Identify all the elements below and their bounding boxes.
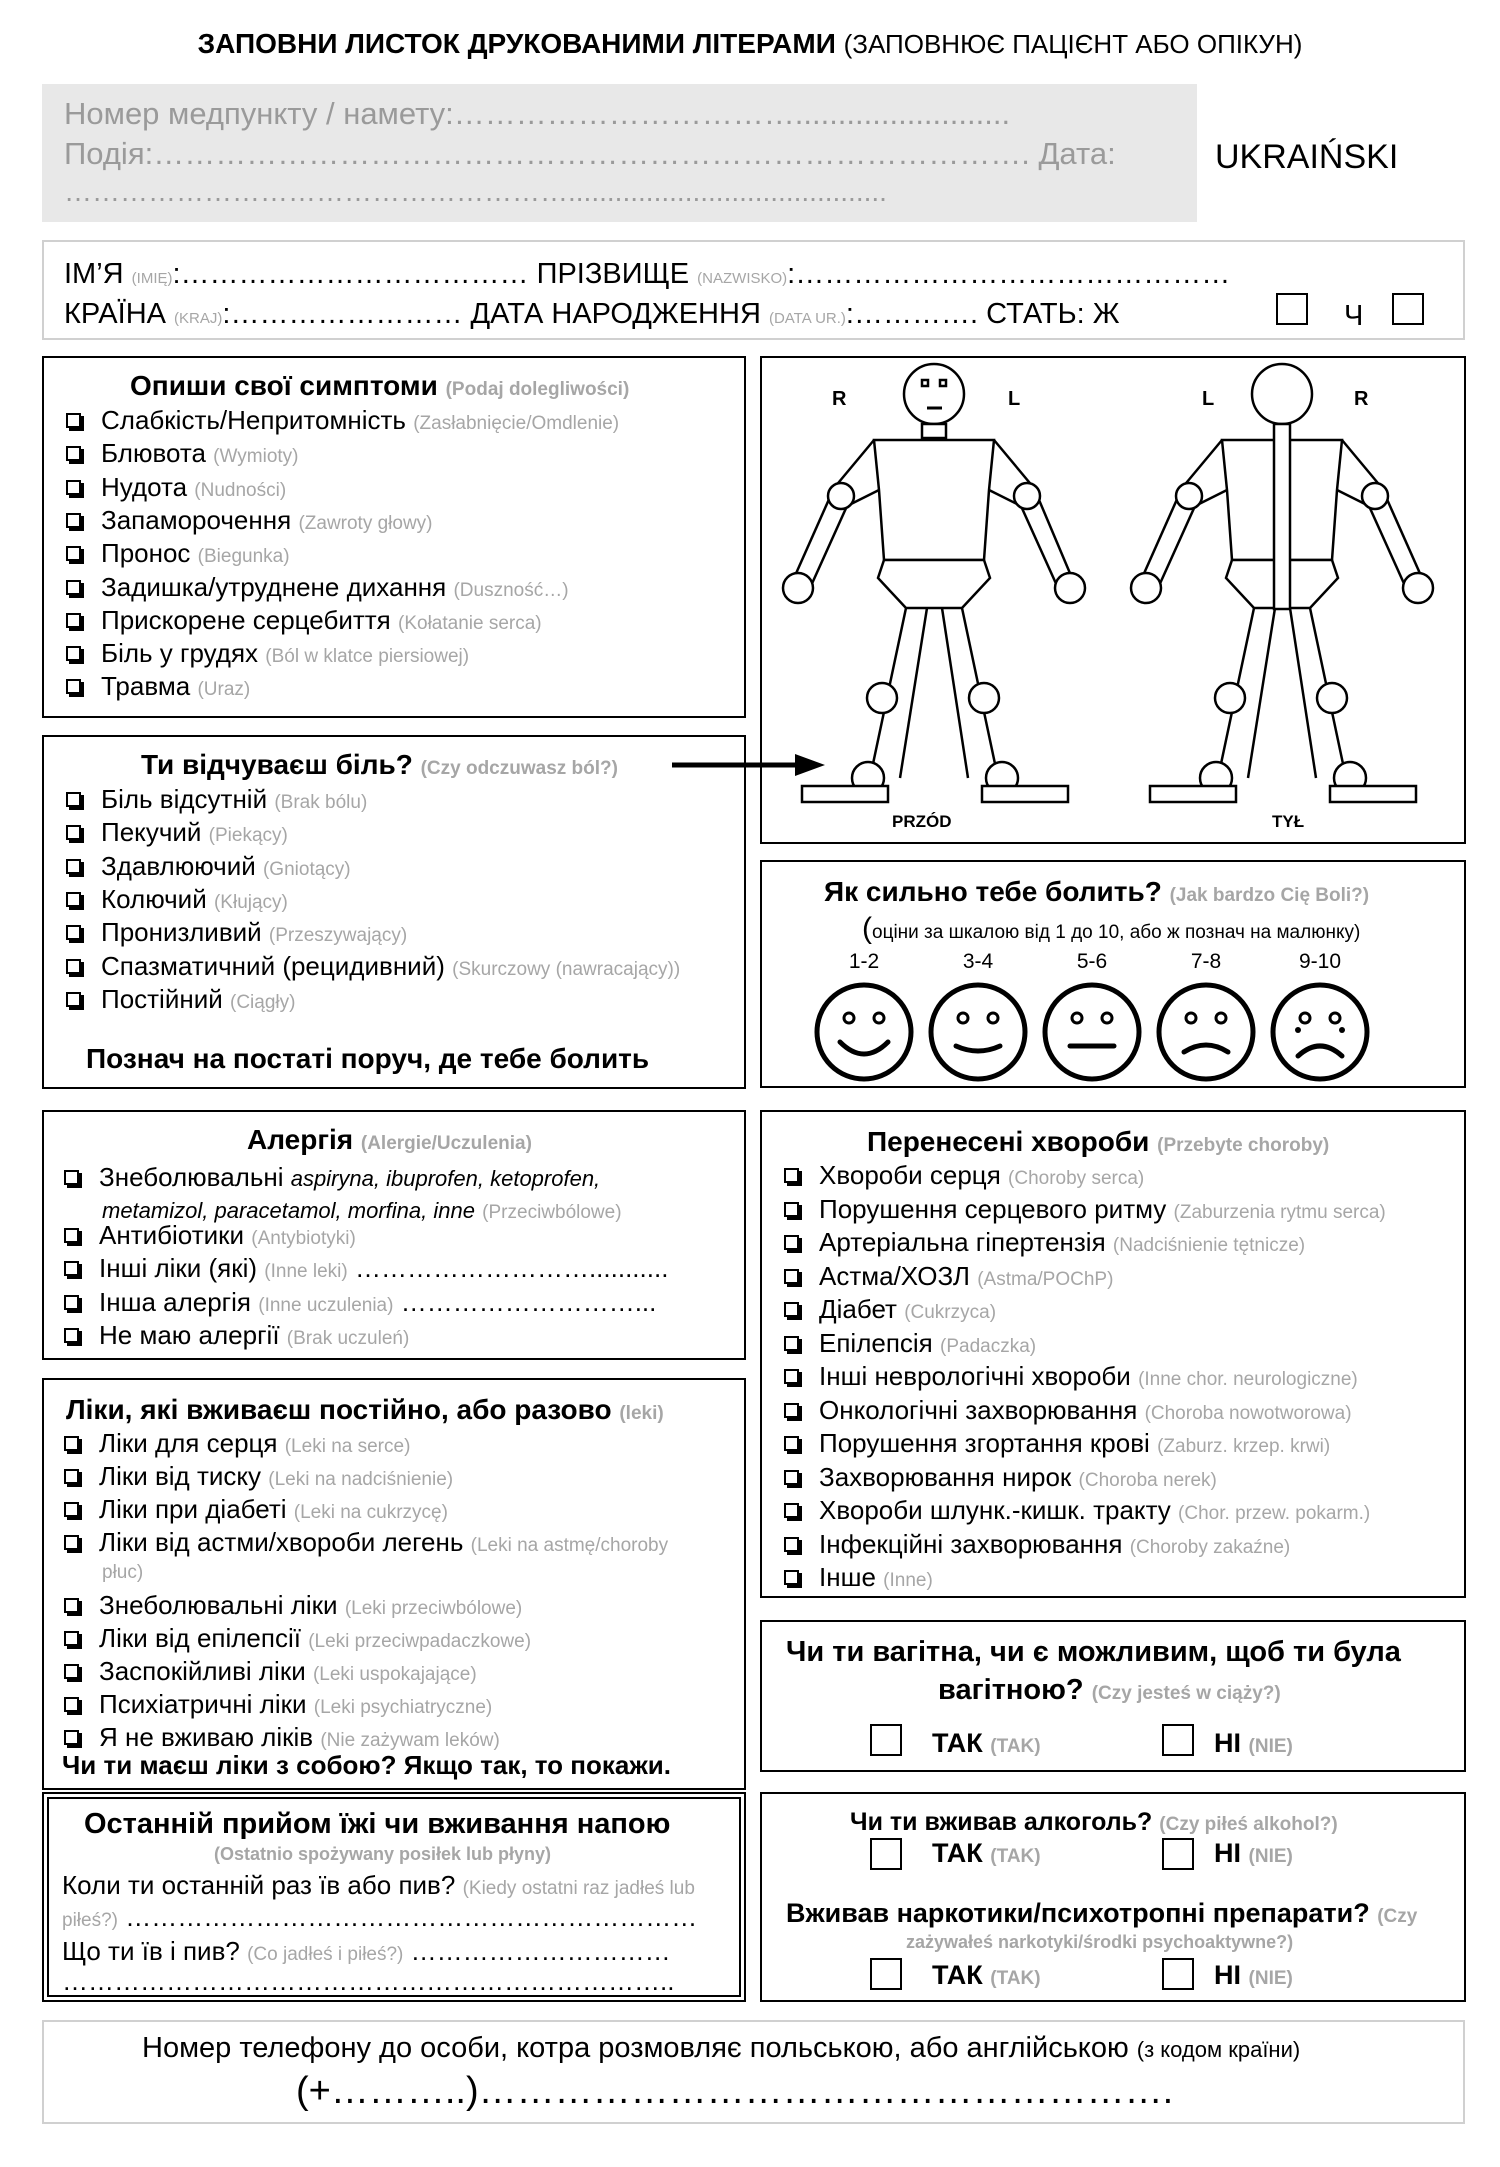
allergy-dots[interactable]: ………………………........... — [354, 1253, 669, 1284]
disease-label-pl: (Choroby serca) — [1008, 1168, 1145, 1189]
med-label: Знеболювальні ліки — [99, 1590, 338, 1620]
phone-field[interactable]: (+………..)………………………………………………. — [296, 2070, 1174, 2112]
pain-level-label: 9-10 — [1298, 950, 1342, 973]
front-view-label: PRZÓD — [892, 812, 952, 831]
symptom-label-pl: (Nudności) — [194, 479, 287, 501]
checkbox-icon[interactable] — [66, 892, 81, 907]
symptom-item[interactable] — [66, 438, 299, 469]
back-right-label: R — [1354, 388, 1369, 410]
checkbox-icon[interactable] — [784, 1403, 799, 1418]
allergy-label-pl: (Brak uczuleń) — [286, 1327, 410, 1349]
checkbox-icon[interactable] — [66, 513, 81, 528]
body-figures[interactable] — [762, 358, 1464, 842]
disease-label: Артеріальна гіпертензія — [819, 1227, 1106, 1257]
checkbox-icon[interactable] — [784, 1369, 799, 1384]
sex-male-checkbox[interactable] — [1392, 293, 1424, 325]
disease-item[interactable] — [784, 1428, 1330, 1459]
pain-mark-instruction: Познач на постаті поруч, де тебе болить — [86, 1043, 650, 1074]
checkbox-icon[interactable] — [64, 1436, 79, 1451]
disease-label-pl: (Padaczka) — [940, 1335, 1037, 1357]
checkbox-icon[interactable] — [64, 1228, 79, 1243]
disease-label-pl: (Inne) — [883, 1570, 933, 1591]
disease-label-pl: (Inne chor. neurologiczne) — [1138, 1369, 1358, 1390]
drugs-question-pl: zażywałeś narkotyki/środki psychoaktywne?) — [906, 1932, 1294, 1952]
med-item[interactable] — [64, 1428, 410, 1459]
back-left-label: L — [1202, 388, 1215, 410]
pregnancy-no-label: НІ (NIE) — [1214, 1728, 1293, 1758]
diseases-title: Перенесені хвороби (Przebyte choroby) — [867, 1126, 1330, 1157]
checkbox-icon[interactable] — [784, 1570, 799, 1585]
symptom-label-pl: (Uraz) — [197, 679, 251, 701]
disease-label: Інфекційні захворювання — [819, 1528, 1123, 1559]
med-label-pl: (Leki na cukrzycę) — [293, 1502, 448, 1523]
symptom-label: Запаморочення — [101, 504, 292, 535]
checkbox-icon[interactable] — [66, 825, 81, 840]
symptom-label: Блювота — [101, 438, 206, 469]
disease-item[interactable] — [784, 1227, 1305, 1258]
checkbox-icon[interactable] — [784, 1302, 799, 1317]
symptoms-title: Опиши свої симптоми (Podaj dolegliwości) — [130, 370, 630, 401]
disease-item[interactable] — [784, 1495, 1370, 1526]
pain-label-pl: (Kłujący) — [213, 891, 288, 913]
body-diagram-box — [760, 356, 1466, 844]
pain-item[interactable] — [66, 884, 288, 915]
checkbox-icon[interactable] — [64, 1631, 79, 1646]
checkbox-icon[interactable] — [784, 1202, 799, 1217]
allergy-item[interactable] — [64, 1253, 668, 1284]
checkbox-icon[interactable] — [66, 480, 81, 495]
med-item[interactable] — [64, 1590, 522, 1621]
allergy-label-pl: (Antybiotyki) — [251, 1228, 356, 1249]
symptom-item[interactable] — [66, 572, 569, 603]
back-head — [1252, 364, 1312, 424]
dots-line[interactable]: ………………………………………………......................................... — [64, 176, 887, 207]
med-label: Ліки від епілепсії — [99, 1623, 301, 1653]
med-item[interactable] — [64, 1623, 531, 1654]
disease-label: Інші неврологічні хвороби — [819, 1361, 1131, 1391]
pain-label-pl: (Skurczowy (nawracający)) — [452, 958, 681, 980]
pain-level-label: 5-6 — [1076, 950, 1108, 973]
disease-label-pl: (Zaburz. krzep. krwi) — [1157, 1436, 1331, 1457]
allergy-label-pl: (Inne uczulenia) — [258, 1294, 394, 1316]
symptom-label: Задишка/утруднене дихання — [101, 571, 447, 602]
last-meal-q1: Коли ти останній раз їв або пив? (Kiedy ostatni raz jadłeś lub — [62, 1870, 695, 1900]
pain-level-label: 7-8 — [1190, 950, 1222, 973]
pain-level-label: 1-2 — [848, 950, 880, 973]
disease-label: Астма/ХОЗЛ — [819, 1260, 970, 1291]
checkbox-icon[interactable] — [64, 1697, 79, 1712]
med-label: Ліки для серця — [99, 1428, 278, 1458]
pain-item[interactable] — [66, 917, 407, 948]
sex-male-label: Ч — [1344, 300, 1364, 332]
phone-box — [42, 2020, 1465, 2124]
pregnancy-no-checkbox[interactable] — [1162, 1724, 1194, 1756]
last-meal-box — [42, 1792, 746, 2002]
allergy-label: Інші ліки (які) — [99, 1253, 258, 1284]
checkbox-icon[interactable] — [784, 1336, 799, 1351]
last-meal-q2[interactable]: Що ти їв і пив? (Co jadłeś i piłeś?) ………………………… — [62, 1936, 671, 1966]
checkbox-icon[interactable] — [66, 413, 81, 428]
checkbox-icon[interactable] — [66, 959, 81, 974]
symptom-label: Пронос — [101, 538, 191, 569]
form-title: ЗАПОВНИ ЛИСТОК ДРУКОВАНИМИ ЛІТЕРАМИ (ЗАПОВНЮЄ ПАЦІЄНТ АБО ОПІКУН) — [197, 28, 1303, 59]
drugs-no-label: НІ (NIE) — [1214, 1960, 1293, 1990]
phone-label: Номер телефону до особи, котра розмовляє польською, або англійською (з кодом країни) — [142, 2032, 1301, 2064]
med-label-pl: (Leki przeciwpadaczkowe) — [308, 1631, 532, 1652]
checkbox-icon[interactable] — [66, 446, 81, 461]
checkbox-icon[interactable] — [66, 792, 81, 807]
med-label: Ліки від тиску — [99, 1461, 262, 1491]
pain-label: Спазматичний (рецидивний) — [101, 950, 445, 981]
station-info-panel — [42, 84, 1197, 222]
med-label-pl: (Leki na serce) — [284, 1436, 411, 1457]
pregnancy-box — [760, 1620, 1466, 1772]
symptom-label-pl: (Biegunka) — [197, 546, 290, 568]
allergy-painkillers-cont: metamizol, paracetamol, morfina, inne (Przeciwbólowe) — [102, 1198, 622, 1223]
disease-label: Епілепсія — [819, 1327, 933, 1358]
med-item[interactable] — [64, 1461, 453, 1492]
pain-label: Здавлюючий — [101, 850, 256, 881]
alcohol-yes-checkbox[interactable] — [870, 1838, 902, 1870]
med-item[interactable] — [64, 1656, 477, 1687]
drugs-no-checkbox[interactable] — [1162, 1958, 1194, 1990]
checkbox-icon[interactable] — [64, 1535, 79, 1550]
pain-face-3-icon[interactable] — [1040, 980, 1144, 1084]
checkbox-icon[interactable] — [64, 1328, 79, 1343]
symptom-item[interactable] — [66, 638, 469, 669]
disease-label: Онкологічні захворювання — [819, 1394, 1138, 1425]
disease-label: Хвороби шлунк.-кишк. тракту — [819, 1495, 1171, 1525]
pregnancy-yes-checkbox[interactable] — [870, 1724, 902, 1756]
disease-item[interactable] — [784, 1294, 996, 1325]
allergy-item[interactable] — [64, 1287, 656, 1318]
med-item[interactable] — [64, 1494, 448, 1525]
alcohol-no-checkbox[interactable] — [1162, 1838, 1194, 1870]
disease-label-pl: (Nadciśnienie tętnicze) — [1112, 1235, 1306, 1256]
med-label: Ліки від астми/хвороби легень — [99, 1527, 464, 1557]
disease-label: Захворювання нирок — [819, 1461, 1072, 1492]
pain-item[interactable] — [66, 784, 367, 815]
symptom-item[interactable] — [66, 538, 290, 569]
disease-label-pl: (Choroby zakaźne) — [1129, 1536, 1291, 1558]
disease-label: Діабет — [819, 1294, 897, 1324]
pain-level-label: 3-4 — [962, 950, 994, 973]
med-label: Ліки при діабеті — [99, 1494, 287, 1524]
pain-label: Біль відсутній — [101, 784, 268, 814]
alcohol-yes-label: ТАК (TAK) — [932, 1838, 1041, 1868]
checkbox-icon[interactable] — [64, 1261, 79, 1276]
checkbox-icon[interactable] — [784, 1436, 799, 1451]
disease-label: Порушення згортання крові — [819, 1428, 1150, 1458]
allergy-label-pl: (Inne leki) — [264, 1261, 348, 1283]
front-head — [904, 364, 964, 424]
pain-item[interactable] — [66, 817, 288, 848]
allergy-item[interactable] — [64, 1220, 356, 1251]
front-right-label: R — [832, 388, 847, 410]
med-label: Заспокійливі ліки — [99, 1656, 306, 1686]
med-label: Психіатричні ліки — [99, 1689, 307, 1719]
front-neck — [922, 424, 946, 438]
last-meal-title-pl: (Ostatnio spożywany posiłek lub płyny) — [214, 1844, 552, 1864]
checkbox-icon[interactable] — [66, 546, 81, 561]
checkbox-icon[interactable] — [66, 613, 81, 628]
med-label-pl: (Leki na nadciśnienie) — [268, 1469, 454, 1490]
pain-item[interactable] — [66, 951, 680, 982]
symptom-label: Прискорене серцебиття — [101, 604, 391, 635]
checkbox-icon[interactable] — [64, 1502, 79, 1517]
allergy-label: Не маю алергії — [99, 1319, 280, 1350]
disease-item[interactable] — [784, 1395, 1352, 1426]
disease-label-pl: (Cukrzyca) — [904, 1302, 997, 1323]
checkbox-icon[interactable] — [784, 1537, 799, 1552]
med-label: Я не вживаю ліків — [99, 1722, 314, 1752]
med-label-pl: (Nie zażywam leków) — [320, 1730, 500, 1751]
front-left-label: L — [1008, 388, 1021, 410]
name-row[interactable]: ІМ’Я (IMIĘ):……………………………… ПРІЗВИЩЕ (NAZWISKO):……………………………………… — [64, 258, 1231, 290]
pain-face-1-icon[interactable] — [812, 980, 916, 1084]
disease-label-pl: (Chor. przew. pokarm.) — [1178, 1503, 1371, 1524]
symptom-label-pl: (Ból w klatce piersiowej) — [265, 646, 470, 668]
pain-face-5-icon[interactable] — [1268, 980, 1372, 1084]
pain-face-2-icon[interactable] — [926, 980, 1030, 1084]
alcohol-drugs-box — [760, 1792, 1466, 2002]
disease-label-pl: (Choroba nerek) — [1078, 1469, 1217, 1491]
pain-label: Пронизливий — [101, 917, 262, 948]
meds-question: Чи ти маєш ліки з собою? Якщо так, то покажи. — [62, 1750, 671, 1780]
disease-label: Хвороби серця — [819, 1160, 1001, 1190]
alcohol-question: Чи ти вживав алкоголь? (Czy piłeś alkohol?) — [850, 1808, 1338, 1836]
allergy-label: Антибіотики — [99, 1220, 245, 1250]
last-meal-q1-field[interactable]: piłeś?) ………………………………………………………… — [62, 1902, 698, 1932]
checkbox-icon[interactable] — [64, 1730, 79, 1745]
pregnancy-yes-label: ТАК (TAK) — [932, 1728, 1041, 1758]
allergy-dots[interactable]: ………………………... — [400, 1286, 657, 1317]
pain-label-pl: (Przeszywający) — [268, 925, 408, 947]
pain-item[interactable] — [66, 984, 295, 1015]
alcohol-no-label: НІ (NIE) — [1214, 1838, 1293, 1868]
symptom-item[interactable] — [66, 505, 433, 536]
checkbox-icon[interactable] — [64, 1469, 79, 1484]
disease-item[interactable] — [784, 1160, 1144, 1191]
symptom-item[interactable] — [66, 472, 286, 503]
symptom-label: Травма — [101, 671, 191, 702]
checkbox-icon[interactable] — [66, 992, 81, 1007]
disease-item[interactable] — [784, 1194, 1386, 1225]
checkbox-icon[interactable] — [64, 1598, 79, 1613]
symptom-label: Слабкість/Непритомність — [101, 405, 406, 435]
checkbox-icon[interactable] — [66, 925, 81, 940]
allergy-title: Алергія (Alergie/Uczulenia) — [247, 1124, 532, 1155]
back-view-label: TYŁ — [1272, 812, 1305, 831]
checkbox-icon[interactable] — [784, 1503, 799, 1518]
checkbox-icon[interactable] — [64, 1664, 79, 1679]
symptom-label: Біль у грудях — [101, 638, 259, 669]
station-line[interactable]: Номер медпункту / намету:……………………………......................... — [64, 96, 1011, 131]
checkbox-icon[interactable] — [784, 1470, 799, 1485]
symptom-label-pl: (Wymioty) — [213, 446, 299, 468]
checkbox-icon[interactable] — [784, 1269, 799, 1284]
symptom-item[interactable] — [66, 605, 542, 636]
pregnancy-question: Чи ти вагітна, чи є можливим, щоб ти була — [786, 1636, 1401, 1668]
last-meal-field[interactable]: …………………………………………………………….. — [62, 1966, 675, 1996]
disease-label-pl: (Choroba nowotworowa) — [1144, 1402, 1352, 1424]
allergy-painkillers[interactable]: Знеболювальні aspiryna, ibuprofen, ketoprofen, — [64, 1162, 600, 1193]
meds-title: Ліки, які вживаєш постійно, або разово (leki) — [66, 1394, 664, 1425]
pain-label-pl: (Gniotący) — [262, 858, 351, 880]
symptom-label-pl: (Duszność…) — [453, 579, 569, 601]
med-item[interactable] — [64, 1689, 492, 1720]
disease-item[interactable] — [784, 1361, 1358, 1392]
personal-data-box — [42, 240, 1465, 340]
pain-scale-title: Як сильно тебе болить? (Jak bardzo Cię Boli?) — [824, 876, 1370, 907]
disease-label: Інше — [819, 1562, 876, 1592]
drugs-question: Вживав наркотики/психотропні препарати? (Czy — [786, 1898, 1418, 1928]
pain-label-pl: (Brak bólu) — [274, 792, 368, 813]
checkbox-icon[interactable] — [64, 1170, 79, 1185]
med-label-pl: (Leki psychiatryczne) — [313, 1697, 493, 1718]
country-row[interactable]: КРАЇНА (KRAJ):…………………… ДАТА НАРОДЖЕННЯ (DATA UR.):…………. СТАТЬ: Ж — [64, 298, 1120, 330]
checkbox-icon[interactable] — [66, 859, 81, 874]
pain-label: Колючий — [101, 883, 207, 914]
pain-label-pl: (Piekący) — [208, 825, 288, 847]
last-meal-title: Останній прийом їжі чи вживання напою — [84, 1808, 671, 1840]
med-label-pl: (Leki przeciwbólowe) — [344, 1598, 523, 1619]
med-item[interactable] — [64, 1527, 668, 1558]
checkbox-icon[interactable] — [66, 679, 81, 694]
disease-label-pl: (Zaburzenia rytmu serca) — [1173, 1201, 1386, 1223]
pregnancy-question-2: вагітною? (Czy jesteś w ciąży?) — [938, 1674, 1281, 1706]
checkbox-icon[interactable] — [784, 1235, 799, 1250]
med-label-pl: (Leki na astmę/choroby — [470, 1535, 669, 1556]
disease-item[interactable] — [784, 1462, 1217, 1493]
sex-female-checkbox[interactable] — [1276, 293, 1308, 325]
front-left-upper-arm — [834, 440, 874, 488]
front-pelvis — [878, 560, 990, 608]
language-label: UKRAIŃSKI — [1215, 138, 1399, 176]
disease-item[interactable] — [784, 1562, 933, 1593]
checkbox-icon[interactable] — [784, 1168, 799, 1183]
pain-label: Пекучий — [101, 817, 202, 848]
front-torso — [874, 440, 994, 560]
disease-item[interactable] — [784, 1261, 1113, 1292]
checkbox-icon[interactable] — [66, 646, 81, 661]
checkbox-icon[interactable] — [66, 580, 81, 595]
symptom-label-pl: (Zawroty głowy) — [298, 512, 433, 534]
symptom-label: Нудота — [101, 471, 188, 502]
pain-item[interactable] — [66, 851, 351, 882]
checkbox-icon[interactable] — [64, 1295, 79, 1310]
symptom-item[interactable] — [66, 671, 250, 702]
med-label-pl: (Leki uspokajające) — [312, 1664, 477, 1685]
disease-label-pl: (Astma/POChP) — [977, 1268, 1114, 1290]
pain-label: Постійний — [101, 983, 223, 1014]
disease-item[interactable] — [784, 1328, 1036, 1359]
meds-lung-cont: płuc) — [102, 1562, 144, 1583]
event-date-line[interactable]: Подія:…………………………………………………………………………. Дата: — [64, 136, 1116, 171]
med-item[interactable] — [64, 1722, 500, 1753]
drugs-yes-checkbox[interactable] — [870, 1958, 902, 1990]
pain-label-pl: (Ciągły) — [230, 991, 296, 1013]
allergy-item[interactable] — [64, 1320, 409, 1351]
drugs-yes-label: ТАК (TAK) — [932, 1960, 1041, 1990]
symptom-label-pl: (Kołatanie serca) — [398, 612, 542, 634]
pain-face-4-icon[interactable] — [1154, 980, 1258, 1084]
pain-scale-subtitle: (оціни за шкалою від 1 до 10, або ж познач на малюнку) — [862, 912, 1361, 945]
allergy-label: Інша алергія — [99, 1286, 252, 1317]
symptom-label-pl: (Zasłabnięcie/Omdlenie) — [413, 413, 620, 434]
symptom-item[interactable] — [66, 405, 619, 436]
disease-label: Порушення серцевого ритму — [819, 1193, 1167, 1224]
pain-title: Ти відчуваєш біль? (Czy odczuwasz ból?) — [141, 749, 618, 780]
disease-item[interactable] — [784, 1529, 1290, 1560]
